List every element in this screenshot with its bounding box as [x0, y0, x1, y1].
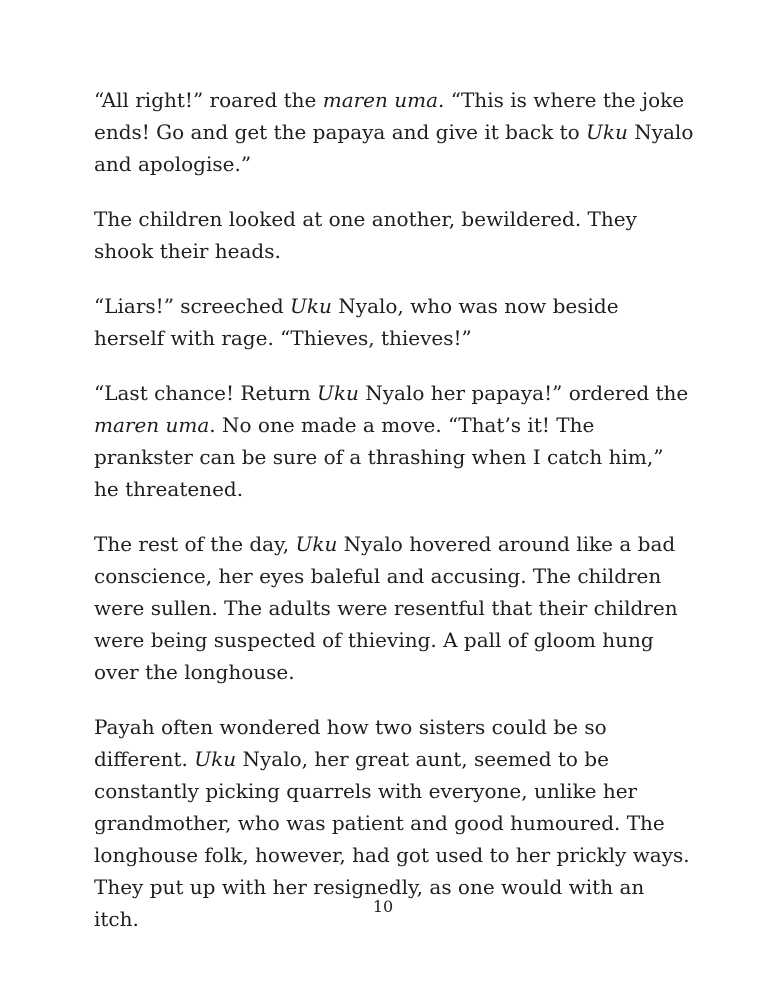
- paragraph: [94, 290, 694, 354]
- text-run: Nyalo and apologise.”: [94, 120, 694, 176]
- paragraph: [94, 377, 694, 505]
- text-run: “Last chance! Return: [94, 381, 318, 405]
- text-run: Nyalo her papaya!” ordered the: [358, 381, 689, 405]
- italic-run: maren uma: [322, 88, 439, 112]
- paragraph: [94, 84, 694, 180]
- text-run: . “This is where the joke ends! Go and get the papaya and give it back to: [94, 88, 685, 144]
- italic-run: Uku: [295, 532, 338, 556]
- text-run: Nyalo, who was now beside herself with rage. “Thieves, thieves!”: [94, 294, 619, 350]
- page-number: 10: [372, 897, 394, 916]
- text-run: . No one made a move. “That’s it! The prankster can be sure of a thrashing when I catch him,” he threatened.: [94, 413, 664, 501]
- text-run: Nyalo hovered around like a bad conscience, her eyes baleful and accusing. The children were sullen. The adults were resentful that their children were being suspected of thieving. A pall of gloom hung over the longhouse.: [94, 532, 678, 684]
- text-run: “All right!” roared the: [94, 88, 323, 112]
- paragraph: [94, 203, 694, 267]
- text-run: “Liars!” screeched: [94, 294, 291, 318]
- italic-run: Uku: [585, 120, 628, 144]
- text-run: The children looked at one another, bewildered. They shook their heads.: [94, 207, 637, 263]
- italic-run: maren uma: [94, 413, 210, 437]
- italic-run: Uku: [290, 294, 332, 318]
- text-run: Nyalo, her great aunt, seemed to be constantly picking quarrels with everyone, unlike her grandmother, who was patient and good humoured. The longhouse folk, however, had got used to her prickly ways. They put up with her resignedly, as one would with an itch.: [94, 747, 690, 931]
- body-text: [94, 84, 694, 958]
- text-run: Payah often wondered how two sisters could be so different.: [94, 715, 607, 771]
- paragraph: [94, 528, 694, 688]
- text-run: The rest of the day,: [94, 532, 296, 556]
- italic-run: Uku: [317, 381, 359, 405]
- italic-run: Uku: [194, 747, 237, 771]
